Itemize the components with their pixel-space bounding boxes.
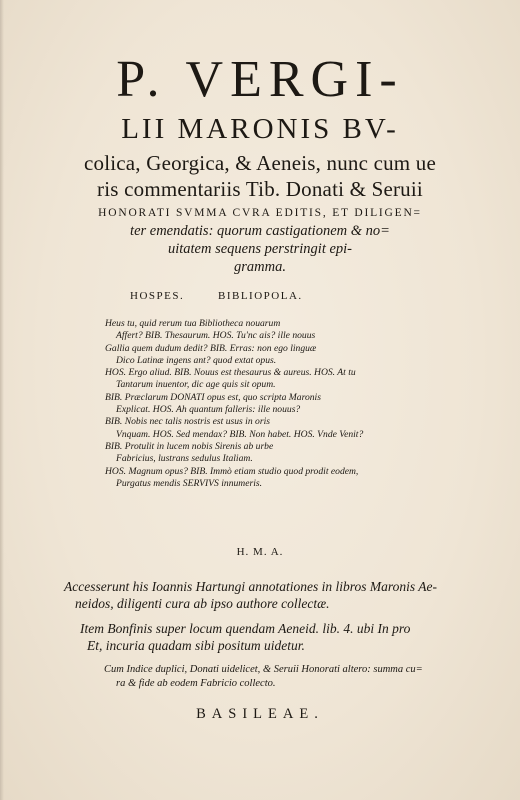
note-hartung-line-1: Accesserunt his Ioannis Hartungi annotationes in libros Maronis Ae- xyxy=(64,579,437,594)
epigram-line: Tantarum inuentor, dic age quis sit opum. xyxy=(116,379,276,391)
title-line-1: P. VERGI- xyxy=(116,51,404,108)
title-line-4: ris commentariis Tib. Donati & Seruii xyxy=(97,177,423,201)
note-bonfinis-line-2: Et, incuria quadam sibi positum uidetur. xyxy=(87,638,305,653)
epigram-line: Gallia quem dudum dedit? BIB. Erras: non ego linguæ xyxy=(105,342,317,354)
note-index-line-2: ra & fide ab eodem Fabricio collecto. xyxy=(116,678,276,689)
title-line-3: colica, Georgica, & Aeneis, nunc cum ue xyxy=(83,151,437,175)
epigram-line: HOS. Magnum opus? BIB. Immò etiam studio quod prodit eodem, xyxy=(105,465,359,477)
subtitle-line-4: gramma. xyxy=(234,259,286,275)
note-hartung-line-2: neidos, diligenti cura ab ipso authore collectæ. xyxy=(75,596,330,611)
note-bonfinis-line-1: Item Bonfinis super locum quendam Aeneid. lib. 4. ubi In pro xyxy=(80,621,411,636)
epigram-line: HOS. Ergo aliud. BIB. Nouus est thesaurus & aureus. HOS. At tu xyxy=(105,367,356,379)
speaker-hospes: HOSPES. xyxy=(130,290,185,302)
epigram-line: Explicat. HOS. Ah quantum falleris: ille nouus? xyxy=(116,404,301,416)
epigram-dialog xyxy=(105,318,415,490)
subtitle-line-3: uitatem sequens perstringit epi- xyxy=(167,241,353,257)
title-line-2: LII MARONIS BV- xyxy=(121,113,399,145)
epigram-line: BIB. Nobis nec talis nostris est usus in oris xyxy=(105,416,270,428)
epigram-line: Heus tu, quid rerum tua Bibliotheca nouarum xyxy=(105,318,281,329)
epigram-line: BIB. Præclarum DONATI opus est, quo scripta Maronis xyxy=(105,391,321,403)
epigram-line: BIB. Protulit in lucem nobis Sirenis ab urbe xyxy=(105,440,274,452)
subtitle-line-2: ter emendatis: quorum castigationem & no= xyxy=(130,223,390,239)
colophon-place: BASILEAE. xyxy=(196,706,324,722)
subtitle-line-1: HONORATI SVMMA CVRA EDITIS, ET DILIGEN= xyxy=(98,207,422,219)
epigram-line: Vnquam. HOS. Sed mendax? BIB. Non habet. HOS. Vnde Venit? xyxy=(116,428,364,440)
speaker-bibliopola: BIBLIOPOLA. xyxy=(218,290,303,302)
epigram-signature: H. M. A. xyxy=(236,546,284,558)
epigram-line: Affert? BIB. Thesaurum. HOS. Tu'nc ais? ille nouus xyxy=(116,330,316,342)
note-index-line-1: Cum Indice duplici, Donati uidelicet, & Seruii Honorati altero: summa cu= xyxy=(104,664,423,675)
epigram-line: Dico Latinæ ingens ant? quod extat opus. xyxy=(116,354,277,366)
epigram-line: Purgatus mendis SERVIVS innumeris. xyxy=(116,477,263,489)
epigram-line: Fabricius, lustrans sedulus Italiam. xyxy=(116,453,253,465)
